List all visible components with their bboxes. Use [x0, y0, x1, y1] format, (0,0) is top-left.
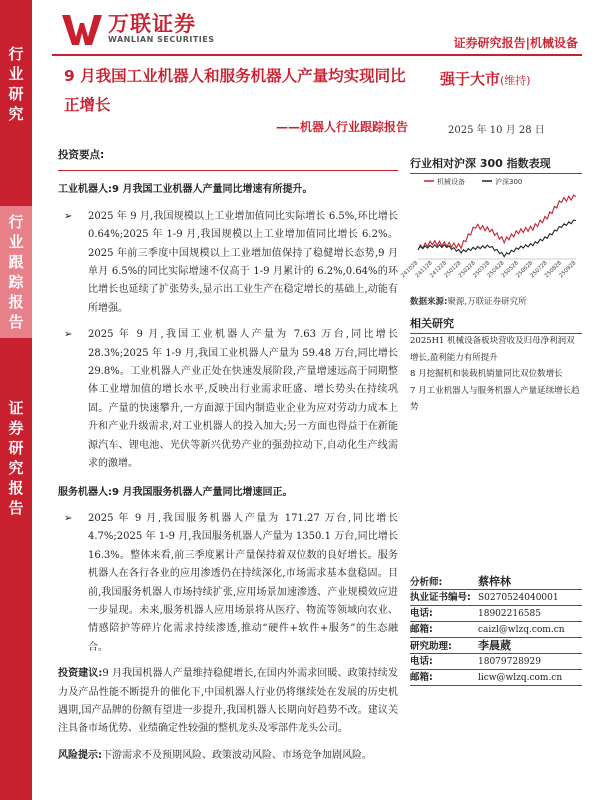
related-item[interactable]: 8 月挖掘机和装载机销量同比双位数增长 [410, 369, 563, 379]
x-tick-label: 241128 [414, 260, 434, 280]
analyst-label: 分析师: [410, 577, 443, 588]
phone-label: 电话: [410, 608, 433, 619]
investment-summary [58, 146, 398, 765]
sidebar-tab-industry-tracking: 行 业 跟 踪 报 告 [0, 206, 32, 338]
sidebar-tab-industry-research: 行 业 研 究 [8, 45, 24, 123]
advice-label: 投资建议: [58, 668, 103, 680]
analyst-phone: 18902216585 [478, 609, 541, 619]
assistant-label: 研究助理: [410, 641, 452, 652]
x-tick-label: 250228 [457, 260, 477, 280]
rating-value: 强于大市 [440, 70, 501, 88]
assistant-name: 李晨葳 [478, 639, 511, 652]
risk-label: 风险提示: [58, 749, 102, 761]
list-item: ➢ 2025 年 9 月,我国服务机器人产量为 171.27 万台,同比增长 4.7%;2025 年 1-9 月,我国服务机器人产量为 1350.1 万台,同比增长 16.3%。整体来看,前三季度累计产量保持着双位数的良好增长。服务机器人在各行各业的应用渗透仍在持续深化,市场需求基本盘稳固。目前,我国服务机器人市场持续扩张,应用场景加速渗透、产业规模效应进一步显现。未来,服务机器人应用场景将从医疗、物流等领域向农业、情感陪护等碎片化需求持续渗透,推动“硬件+软件+服务”的生态融合。 [58, 510, 398, 657]
series-line-1 [418, 220, 576, 257]
source-text: 聚源,万联证券研究所 [447, 297, 527, 307]
advice-text: 9 月我国机器人产量维持稳健增长,在国内外需求回暖、政策持续发力及产品性能不断提升的催化下,中国机器人行业仍将继续处在发展的历史机遇期,国产品牌的份额有望进一步提升,我国机器人长期向好趋势不改。建议关注具备市场优势、业绩确定性较强的整机龙头及零部件龙头公司。 [58, 668, 398, 735]
list-item: ➢ 2025 年 9 月,我国规模以上工业增加值同比实际增长 6.5%,环比增长 0.64%;2025 年 1-9 月,我国规模以上工业增加值同比增长 6.2%。2025 年前三季度中国规模以上工业增加值保持了稳健增长态势,9 月单月 6.5%的同比实际增速不仅高于 1-9 月累计的 6.2%,0.64%的环比增长也延续了扩张势头,显示出工业生产在稳定增长的基础上,动能有所增强。 [58, 208, 398, 318]
x-tick-label: 241028 [400, 260, 420, 280]
series-line-0 [418, 195, 576, 250]
license-number: S0270524040001 [478, 593, 559, 603]
report-title: 9 月我国工业机器人和服务机器人产量均实现同比正增长 [64, 67, 406, 114]
brand-name-en: WANLIAN SECURITIES [108, 35, 215, 44]
report-date: 2025 年 10 月 28 日 [448, 125, 545, 136]
assistant-phone-label: 电话: [410, 656, 433, 667]
report-subtitle: ——机器人行业跟踪报告 [275, 120, 408, 134]
x-tick-label: 241228 [429, 260, 449, 280]
performance-chart-title: 行业相对沪深 300 指数表现 [410, 155, 582, 174]
data-source [410, 296, 582, 308]
x-tick-label: 250328 [472, 260, 492, 280]
report-category: 证券研究报告|机械设备 [453, 36, 578, 50]
x-tick-label: 250728 [529, 260, 549, 280]
list-item: ➢ 2025 年 9 月,我国工业机器人产量为 7.63 万台,同比增长 28.3%;2025 年 1-9 月,我国工业机器人产量为 59.48 万台,同比增长 29.8%。工业机器人产业正处在快速发展阶段,产量增速远高于同期整体工业增加值的增长水平,反映出行业需求旺盛、增长势头在持续巩固。产量的快速攀升,一方面源于国内制造业企业为应对劳动力成本上升和产业升级需求,对工业机器人的投入加大;另一方面也得益于在新能源汽车、锂电池、光伏等新兴优势产业的强劲拉动下,自动化生产线需求的激增。 [58, 326, 398, 473]
email-label: 邮箱: [410, 624, 433, 635]
performance-chart [400, 173, 582, 295]
source-label: 数据来源: [410, 297, 448, 307]
x-tick-label: 250928 [558, 260, 578, 280]
x-tick-label: 250128 [443, 260, 463, 280]
investment-advice [58, 665, 398, 739]
rating [440, 68, 531, 89]
analyst-name: 蔡梓林 [478, 575, 511, 588]
license-label: 执业证书编号: [410, 592, 471, 603]
x-tick-label: 250828 [543, 260, 564, 280]
assistant-phone: 18079728929 [478, 657, 541, 667]
legend-label: 机械设备 [437, 178, 465, 186]
assistant-email[interactable]: licw@wlzq.com.cn [478, 673, 563, 683]
wanlian-logo-icon [60, 11, 104, 47]
risk-warning [58, 747, 398, 765]
brand-name-cn: 万联证券 [108, 12, 196, 36]
industrial-head: 工业机器人:9 月我国工业机器人产量同比增速有所提升。 [58, 184, 313, 196]
legend-label: 沪深300 [495, 178, 523, 186]
assistant-email-label: 邮箱: [410, 672, 433, 683]
service-head: 服务机器人:9 月我国服务机器人产量同比增速回正。 [58, 486, 293, 498]
rating-note: (维持) [500, 74, 531, 87]
analyst-email[interactable]: caizl@wlzq.com.cn [478, 625, 565, 635]
header-divider [52, 54, 582, 56]
related-research-title: 相关研究 [410, 315, 582, 334]
summary-heading: 投资要点: [58, 149, 105, 161]
related-item[interactable]: 2025H1 机械设备板块营收及归母净利润双增长,盈利能力有所提升 [410, 336, 575, 363]
x-tick-label: 250528 [500, 260, 520, 280]
brand-logo [60, 10, 215, 48]
sidebar-tab-securities-research: 证 券 研 究 报 告 [8, 399, 24, 517]
analyst-info [410, 574, 582, 686]
related-item[interactable]: 7 月工业机器人与服务机器人产量延续增长趋势 [410, 385, 580, 412]
related-research-list [410, 333, 582, 416]
risk-text: 下游需求不及预期风险、政策波动风险、市场竞争加剧风险。 [102, 749, 372, 761]
summary-divider [58, 170, 398, 171]
x-tick-label: 250628 [515, 260, 535, 280]
x-tick-label: 250428 [486, 260, 506, 280]
